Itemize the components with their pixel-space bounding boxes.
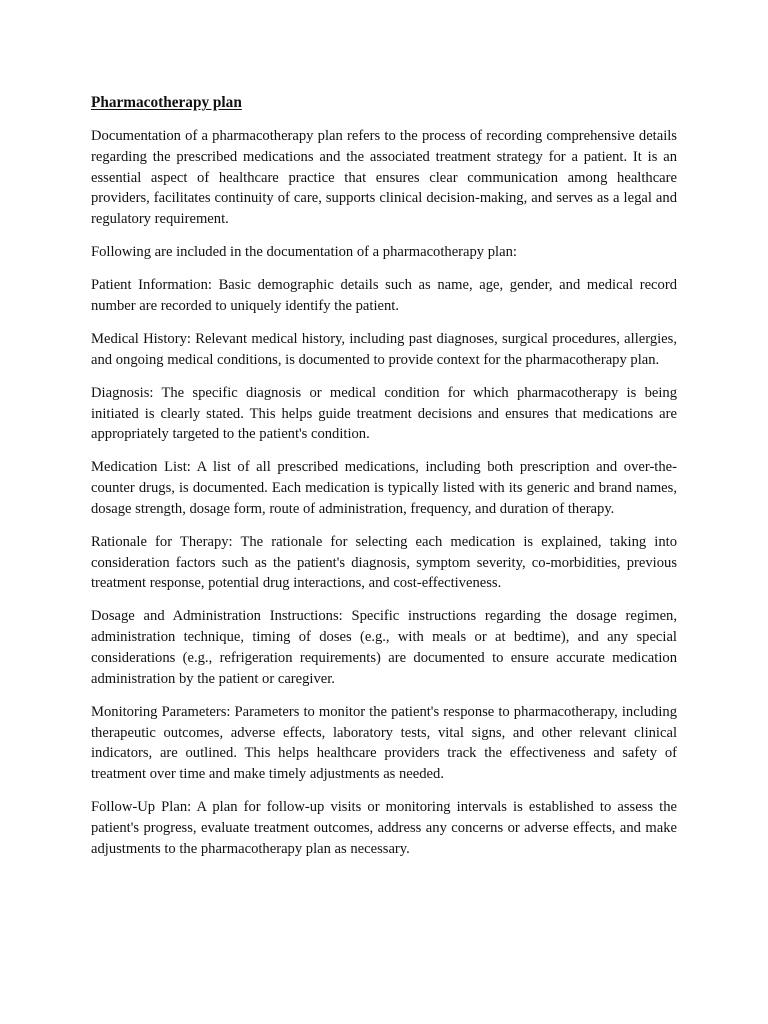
paragraph-rationale-for-therapy: Rationale for Therapy: The rationale for selecting each medication is explained, taking into consideration factors such as the patient's diagnosis, symptom severity, co-morbidities, previous treatment response, potential drug interactions, and cost-effectiveness. [91,533,677,592]
paragraph-medication-list: Medication List: A list of all prescribed medications, including both prescription and over-the-counter drugs, is documented. Each medication is typically listed with its generic and brand names, dosage strength, dosage form, route of administration, frequency, and duration of therapy. [91,459,677,517]
paragraph-medical-history: Medical History: Relevant medical history, including past diagnoses, surgical procedures, allergies, and ongoing medical conditions, is documented to provide context for the pharmacotherapy plan. [91,330,677,368]
paragraph-monitoring-parameters: Monitoring Parameters: Parameters to monitor the patient's response to pharmacotherapy, including therapeutic outcomes, adverse effects, laboratory tests, vital signs, and other relevant clinical indicators, are outlined. This helps healthcare providers track the effectiveness and safety of treatment over time and make timely adjustments as needed. [91,703,677,783]
document-body [91,92,677,872]
paragraph-diagnosis: Diagnosis: The specific diagnosis or medical condition for which pharmacotherapy is being initiated is clearly stated. This helps guide treatment decisions and ensures that medications are appropriately targeted to the patient's condition. [91,384,677,443]
paragraph-follow-up-plan: Follow-Up Plan: A plan for follow-up visits or monitoring intervals is established to assess the patient's progress, evaluate treatment outcomes, address any concerns or adverse effects, and make adjustments to the pharmacotherapy plan as necessary. [91,799,677,857]
document-title: Pharmacotherapy plan [91,94,242,111]
paragraph-list-intro: Following are included in the documentation of a pharmacotherapy plan: [91,244,517,261]
paragraph-patient-information: Patient Information: Basic demographic details such as name, age, gender, and medical record number are recorded to uniquely identify the patient. [91,277,677,314]
paragraph-introduction: Documentation of a pharmacotherapy plan refers to the process of recording comprehensive details regarding the prescribed medications and the associated treatment strategy for a patient. It is an essential aspect of healthcare practice that ensures clear communication among healthcare providers, facilitates continuity of care, supports clinical decision-making, and serves as a legal and regulatory requirement. [91,128,677,228]
paragraph-dosage-administration: Dosage and Administration Instructions: Specific instructions regarding the dosage regimen, administration technique, timing of doses (e.g., with meals or at bedtime), and any special considerations (e.g., refrigeration requirements) are documented to ensure accurate medication administration by the patient or caregiver. [91,608,677,687]
